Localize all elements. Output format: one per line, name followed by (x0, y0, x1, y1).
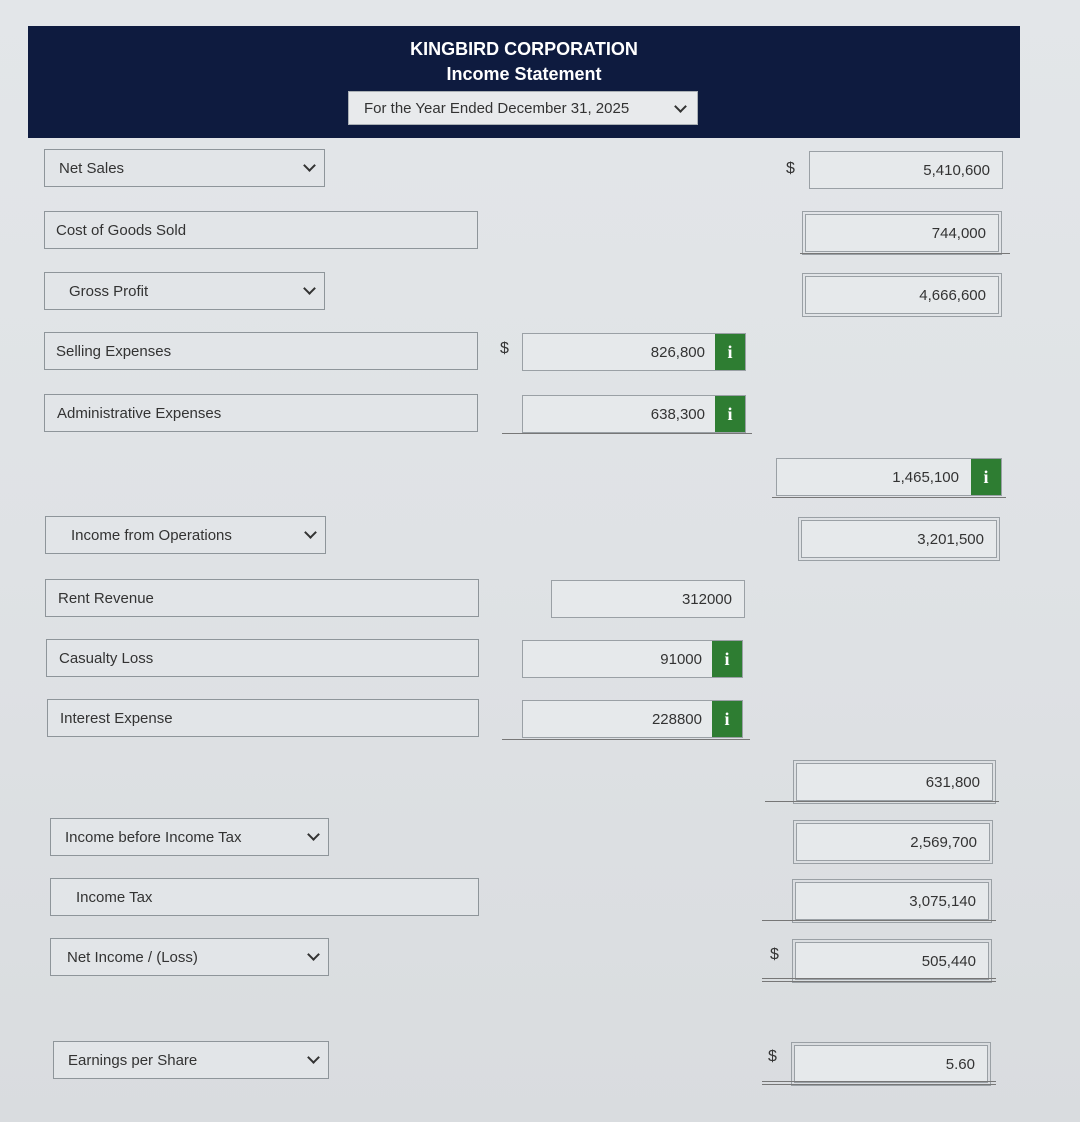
casualty-loss-input[interactable] (522, 640, 743, 678)
dollar-sign: $ (768, 1048, 777, 1065)
net-income-select[interactable] (50, 938, 329, 976)
interest-expense-input[interactable] (522, 700, 743, 738)
double-underline-top (762, 978, 996, 979)
rent-revenue-value: 312000 (681, 591, 732, 608)
gross-profit-value: 4,666,600 (919, 287, 986, 304)
dollar-sign: $ (770, 946, 779, 963)
interest-expense-label: Interest Expense (60, 710, 173, 727)
earnings-per-share-value: 5.60 (945, 1056, 975, 1073)
income-from-operations-select[interactable] (45, 516, 326, 554)
chevron-down-icon (307, 1051, 320, 1064)
income-before-tax-label: Income before Income Tax (65, 829, 242, 846)
double-underline-bottom (762, 981, 996, 982)
income-before-tax-value: 2,569,700 (910, 834, 977, 851)
underline (502, 739, 750, 740)
chevron-down-icon (303, 282, 316, 295)
dollar-sign: $ (500, 340, 509, 357)
administrative-expenses-value: 638,300 (650, 406, 705, 423)
rent-revenue-label: Rent Revenue (58, 590, 154, 607)
rent-revenue-input[interactable] (551, 580, 745, 618)
underline (800, 253, 1010, 254)
gross-profit-label: Gross Profit (69, 283, 149, 300)
administrative-expenses-input[interactable] (522, 395, 746, 433)
underline (765, 801, 999, 802)
chevron-down-icon (303, 159, 316, 172)
administrative-expenses-label: Administrative Expenses (57, 405, 222, 422)
underline (762, 920, 996, 921)
income-from-operations-value: 3,201,500 (917, 531, 984, 548)
chevron-down-icon (304, 526, 317, 539)
selling-expenses-input[interactable] (522, 333, 746, 371)
info-icon[interactable]: i (971, 459, 1001, 495)
period-select[interactable] (348, 91, 698, 125)
interest-expense-value: 228800 (651, 711, 702, 728)
chevron-down-icon (674, 100, 687, 113)
casualty-loss-label: Casualty Loss (59, 650, 154, 667)
net-sales-value: 5,410,600 (923, 162, 990, 179)
income-from-operations-input[interactable] (801, 520, 997, 558)
underline (502, 433, 752, 434)
chevron-down-icon (307, 948, 320, 961)
statement-header (28, 26, 1020, 138)
earnings-per-share-select[interactable] (53, 1041, 329, 1079)
interest-expense-field[interactable] (47, 699, 479, 737)
rent-revenue-field[interactable] (45, 579, 479, 617)
underline (772, 497, 1006, 498)
income-before-tax-input[interactable] (796, 823, 990, 861)
other-income-total-value: 631,800 (925, 774, 980, 791)
income-tax-value: 3,075,140 (909, 893, 976, 910)
info-icon[interactable]: i (715, 334, 745, 370)
net-sales-select[interactable] (44, 149, 325, 187)
casualty-loss-value: 91000 (660, 651, 702, 668)
cogs-input[interactable] (805, 214, 999, 252)
double-underline-bottom (762, 1084, 996, 1085)
statement-title: Income Statement (446, 64, 602, 84)
selling-expenses-label: Selling Expenses (56, 343, 172, 360)
income-tax-input[interactable] (795, 882, 989, 920)
cogs-label: Cost of Goods Sold (56, 222, 187, 239)
cogs-value: 744,000 (931, 225, 986, 242)
info-icon[interactable]: i (712, 641, 742, 677)
dollar-sign: $ (786, 160, 795, 177)
administrative-expenses-field[interactable] (44, 394, 478, 432)
chevron-down-icon (307, 828, 320, 841)
income-before-tax-select[interactable] (50, 818, 329, 856)
gross-profit-select[interactable] (44, 272, 325, 310)
selling-expenses-value: 826,800 (650, 344, 705, 361)
total-operating-expenses-value: 1,465,100 (892, 469, 959, 486)
income-from-operations-label: Income from Operations (71, 527, 232, 544)
cogs-field[interactable] (44, 211, 478, 249)
income-tax-field[interactable] (50, 878, 479, 916)
double-underline-top (762, 1081, 996, 1082)
total-operating-expenses-input[interactable] (776, 458, 1002, 496)
net-sales-label: Net Sales (59, 160, 125, 177)
gross-profit-input[interactable] (805, 276, 999, 314)
net-income-label: Net Income / (Loss) (67, 949, 198, 966)
income-tax-label: Income Tax (76, 889, 153, 906)
company-name: KINGBIRD CORPORATION (410, 39, 638, 59)
other-income-total-input[interactable] (796, 763, 993, 801)
info-icon[interactable]: i (715, 396, 745, 432)
net-income-input[interactable] (795, 942, 989, 980)
earnings-per-share-input[interactable] (794, 1045, 988, 1083)
net-sales-input[interactable] (809, 151, 1003, 189)
casualty-loss-field[interactable] (46, 639, 479, 677)
selling-expenses-field[interactable] (44, 332, 478, 370)
earnings-per-share-label: Earnings per Share (68, 1052, 198, 1069)
period-select-value: For the Year Ended December 31, 2025 (364, 100, 630, 117)
info-icon[interactable]: i (712, 701, 742, 737)
net-income-value: 505,440 (921, 953, 976, 970)
